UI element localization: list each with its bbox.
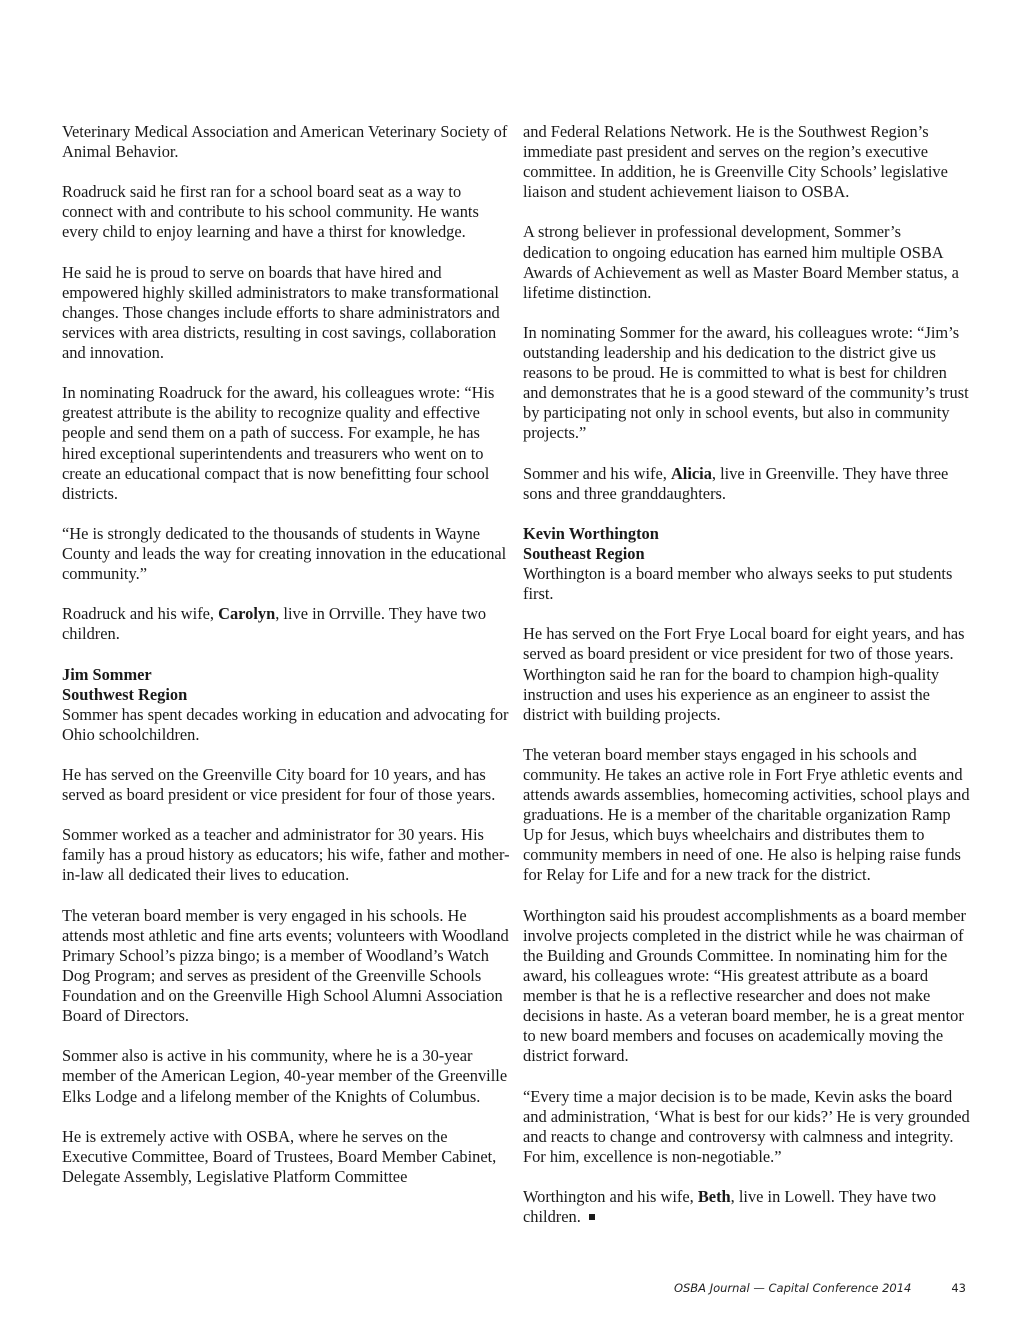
text: Roadruck and his wife, xyxy=(62,604,219,624)
journal-title: OSBA Journal — Capital Conference 2014 xyxy=(673,1281,912,1295)
paragraph: Sommer has spent decades working in education and advocating for Ohio schoolchildren. xyxy=(62,704,509,744)
text: , live in Greenville. They have three sons and three granddaughters. xyxy=(523,463,949,503)
paragraph: He is extremely active with OSBA, where he serves on the Executive Committee, Board of Trustees, Board Member Cabinet, Delegate Assembly, Legislative Platform Committee xyxy=(62,1126,497,1186)
paragraph: A strong believer in professional development, Sommer’s dedication to ongoing education has earned him multiple OSBA Awards of Achievement as well as Master Board Member status, a lifetime distinction. xyxy=(523,222,959,302)
paragraph: Worthington said his proudest accomplishments as a board member involve projects completed in the district while he was chairman of the Building and Grounds Committee. In nominating him for the award, his colleagues wrote: “His greatest attribute as a board member is that he is a reflective researcher and does not make decisions in haste. As a veteran board member, he is a great mentor to new board members and focuses on academically moving the district forward. xyxy=(523,905,966,1066)
honoree-name: Kevin Worthington xyxy=(523,523,659,543)
left-column xyxy=(62,122,510,1207)
paragraph: He has served on the Greenville City board for 10 years, and has served as board president or vice president for four of those years. xyxy=(62,765,496,805)
paragraph: He said he is proud to serve on boards that have hired and empowered highly skilled administrators to make transformational changes. Those changes include efforts to share administrators and services with area districts, resulting in cost savings, collaboration and innovation. xyxy=(62,262,500,363)
paragraph: In nominating Roadruck for the award, his colleagues wrote: “His greatest attribute is the ability to recognize quality and effective people and send them on a path of success. For example, he has hired exceptional superintendents and treasurers who went on to create an educational compact that is now benefitting four school districts. xyxy=(62,383,495,503)
paragraph: and Federal Relations Network. He is the Southwest Region’s immediate past president and serves on the region’s executive committee. In addition, he is Greenville City Schools’ legislative liaison and student achievement liaison to OSBA. xyxy=(523,122,948,202)
text: Sommer and his wife, xyxy=(523,463,671,483)
spouse-name: Alicia xyxy=(670,463,712,483)
page-footer xyxy=(0,1281,966,1295)
page-number: 43 xyxy=(951,1281,966,1295)
paragraph: He has served on the Fort Frye Local board for eight years, and has served as board president or vice president for two of those years. Worthington said he ran for the board to champion high-quality instruction and uses his experience as an engineer to assist the district with building projects. xyxy=(523,624,965,724)
paragraph: Sommer also is active in his community, where he is a 30-year member of the American Legion, 40-year member of the Greenville Elks Lodge and a lifelong member of the Knights of Columbus. xyxy=(62,1046,508,1106)
honoree-region: Southwest Region xyxy=(62,684,188,704)
honoree-name: Jim Sommer xyxy=(62,664,152,684)
paragraph: The veteran board member is very engaged in his schools. He attends most athletic and fine arts events; volunteers with Woodland Primary School’s pizza bingo; is a member of Woodland’s Watch Dog Program; and serves as president of the Greenville Schools Foundation and on the Greenville High School Alumni Association Board of Directors. xyxy=(62,905,509,1026)
paragraph xyxy=(523,1187,973,1227)
paragraph: “Every time a major decision is to be made, Kevin asks the board and administration, ‘What is best for our kids?’ He is very grounded and reacts to change and controversy with calmness and integrity. For him, excellence is non-negotiable.” xyxy=(523,1086,970,1166)
text: , live in Lowell. They have two children. xyxy=(523,1186,937,1227)
paragraph: In nominating Sommer for the award, his colleagues wrote: “Jim’s outstanding leadership and his dedication to the district give us reasons to be proud. He is committed to what is best for children and demonstrates that he is a good steward of the community’s trust by participating not only in school events, but also in community projects.” xyxy=(523,322,969,443)
paragraph: “He is strongly dedicated to the thousands of students in Wayne County and leads the way for creating innovation in the educational community.” xyxy=(62,523,507,584)
paragraph: Roadruck said he first ran for a school board seat as a way to connect with and contribute to his school community. He wants every child to enjoy learning and have a thirst for knowledge. xyxy=(62,182,479,242)
spouse-name: Carolyn xyxy=(218,604,276,624)
paragraph xyxy=(523,464,973,504)
paragraph: Worthington is a board member who always seeks to put students first. xyxy=(523,564,953,604)
paragraph: Sommer worked as a teacher and administrator for 30 years. His family has a proud history as educators; his wife, father and mother-in-law all dedicated their lives to education. xyxy=(62,825,510,885)
text: Worthington and his wife, xyxy=(523,1186,698,1206)
honoree-region: Southeast Region xyxy=(523,543,645,563)
paragraph: Veterinary Medical Association and American Veterinary Society of Animal Behavior. xyxy=(62,122,508,162)
end-of-article-mark xyxy=(589,1214,595,1220)
right-column xyxy=(523,122,973,1247)
spouse-name: Beth xyxy=(697,1186,731,1206)
paragraph xyxy=(62,604,510,644)
text: , live in Orrville. They have two children. xyxy=(62,604,487,644)
paragraph: The veteran board member stays engaged in his schools and community. He takes an active role in Fort Frye athletic events and attends awards assemblies, homecoming activities, school plays and graduations. He is a member of the charitable organization Ramp Up for Jesus, which buys wheelchairs and distributes them to community members in need of one. He also is helping raise funds for Relay for Life and for a new track for the district. xyxy=(523,744,970,885)
